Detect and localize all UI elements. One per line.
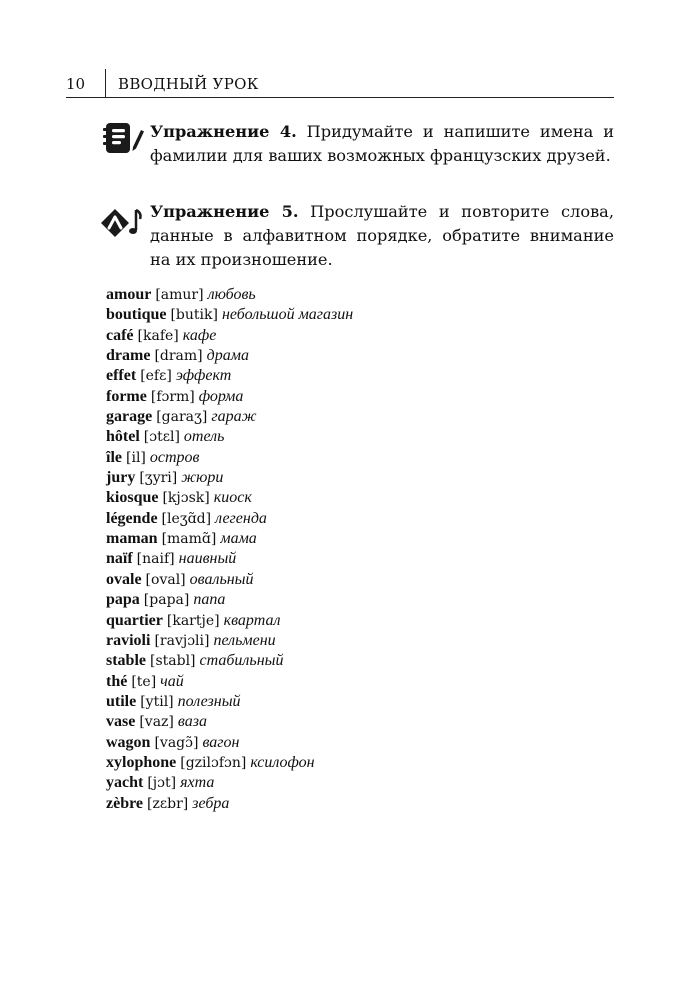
vocab-translation: любовь [207, 286, 256, 303]
vocab-item [106, 794, 626, 814]
page-number: 10 [66, 75, 86, 93]
vocab-item [106, 305, 626, 325]
vocab-translation: ваза [177, 713, 207, 731]
vocab-transcription: [efɛ] [140, 368, 172, 385]
vocabulary-list [106, 285, 626, 814]
vocab-item [106, 448, 626, 468]
vocab-item [106, 326, 626, 346]
vocab-item [106, 773, 626, 793]
vocab-transcription: [kartje] [166, 612, 220, 629]
vocab-item [106, 346, 626, 366]
vocab-transcription: [dram] [154, 348, 203, 365]
vocab-word: café [106, 326, 134, 344]
vocab-item [106, 712, 626, 732]
vocab-transcription: [naif] [136, 551, 175, 568]
vocab-transcription: [kjɔsk] [162, 490, 210, 507]
vocab-word: thé [106, 672, 128, 690]
vocab-word: boutique [106, 306, 167, 324]
vocab-word: naïf [106, 550, 133, 568]
vocab-word: utile [106, 692, 137, 710]
vocab-transcription: [fɔrm] [150, 388, 195, 405]
vocab-item [106, 631, 626, 651]
vocab-translation: гараж [211, 408, 257, 426]
vocab-transcription: [zɛbr] [147, 795, 189, 812]
vocab-transcription: [gzilɔfɔn] [180, 754, 247, 771]
vocab-translation: стабильный [199, 652, 284, 670]
vocab-translation: наивный [178, 550, 237, 568]
vocab-transcription: [jɔt] [147, 775, 177, 792]
vocab-item [106, 427, 626, 447]
vocab-translation: мама [220, 530, 257, 548]
exercise-5 [100, 200, 614, 272]
vocab-translation: яхта [180, 774, 215, 792]
vocab-translation: отель [183, 428, 225, 446]
vocab-item [106, 590, 626, 610]
vocab-translation: форма [198, 387, 244, 405]
exercise-5-label: Упражнение 5. [150, 202, 299, 221]
running-head: ВВОДНЫЙ УРОК [118, 75, 259, 93]
vocab-transcription: [leʒɑ̃d] [161, 510, 212, 527]
vocab-word: légende [106, 509, 158, 527]
vocab-word: vase [106, 713, 136, 731]
vocab-transcription: [ravjɔli] [154, 632, 210, 649]
vocab-translation: вагон [202, 733, 240, 751]
vocab-transcription: [garaʒ] [156, 409, 208, 426]
vocab-item [106, 733, 626, 753]
vocab-word: zèbre [106, 794, 144, 812]
vocab-word: quartier [106, 611, 163, 629]
vocab-translation: киоск [213, 489, 252, 507]
header-divider [105, 69, 106, 97]
vocab-translation: остров [149, 448, 200, 466]
vocab-word: hôtel [106, 428, 140, 446]
vocab-word: drame [106, 347, 151, 365]
vocab-item [106, 488, 626, 508]
vocab-word: wagon [106, 733, 151, 751]
vocab-translation: небольшой магазин [221, 306, 354, 324]
vocab-item [106, 570, 626, 590]
vocab-item [106, 509, 626, 529]
vocab-translation: драма [206, 347, 249, 365]
exercise-4-label: Упражнение 4. [150, 122, 297, 141]
vocab-word: stable [106, 652, 146, 670]
exercise-4-text: Придумайте и напишите имена и фамилии для ваших возможных французских друзей. [150, 122, 615, 165]
vocab-translation: жюри [181, 469, 224, 487]
vocab-transcription: [vagɔ̃] [154, 734, 199, 751]
vocab-word: papa [106, 591, 140, 609]
listen-music-icon [100, 204, 144, 240]
vocab-word: amour [106, 286, 152, 303]
vocab-item [106, 529, 626, 549]
vocab-item [106, 672, 626, 692]
vocab-word: ovale [106, 570, 142, 588]
vocab-item [106, 651, 626, 671]
vocab-item [106, 753, 626, 773]
header-rule [66, 97, 614, 98]
vocab-transcription: [amur] [155, 287, 204, 303]
exercise-5-text: Прослушайте и повторите слова, данные в алфавитном порядке, обратите внимание на их произношение. [150, 202, 614, 269]
vocab-translation: папа [193, 591, 226, 609]
vocab-transcription: [ɔtɛl] [143, 429, 180, 446]
vocab-transcription: [kafe] [137, 327, 179, 344]
vocab-transcription: [ytil] [140, 693, 174, 710]
vocab-transcription: [oval] [145, 571, 186, 588]
vocab-translation: овальный [189, 570, 254, 588]
notebook-pen-icon [100, 120, 144, 156]
vocab-word: xylophone [106, 753, 177, 771]
vocab-translation: полезный [177, 692, 241, 710]
vocab-item [106, 366, 626, 386]
vocab-transcription: [il] [126, 449, 146, 466]
vocab-translation: чай [160, 672, 184, 690]
vocab-transcription: [ʒyri] [139, 470, 178, 487]
vocab-transcription: [stabl] [150, 653, 196, 670]
vocab-word: kiosque [106, 489, 159, 507]
vocab-transcription: [papa] [143, 592, 190, 609]
vocab-item [106, 387, 626, 407]
vocab-word: garage [106, 408, 153, 426]
vocab-translation: квартал [223, 611, 281, 629]
vocab-word: jury [106, 469, 136, 487]
vocab-item [106, 407, 626, 427]
vocab-word: maman [106, 530, 158, 548]
vocab-translation: эффект [175, 367, 232, 385]
vocab-transcription: [te] [131, 673, 157, 690]
vocab-word: yacht [106, 774, 144, 792]
vocab-transcription: [mamɑ̃] [161, 531, 217, 548]
vocab-transcription: [butik] [170, 307, 218, 324]
page-header [0, 0, 682, 100]
vocab-item [106, 611, 626, 631]
vocab-word: forme [106, 387, 147, 405]
vocab-word: effet [106, 367, 137, 385]
vocab-item [106, 549, 626, 569]
vocab-item [106, 285, 626, 305]
vocab-transcription: [vaz] [139, 714, 174, 731]
vocab-item [106, 692, 626, 712]
vocab-translation: кафе [182, 326, 217, 344]
vocab-translation: легенда [215, 509, 267, 527]
vocab-translation: пельмени [213, 631, 276, 649]
vocab-translation: ксилофон [250, 753, 315, 771]
vocab-word: ravioli [106, 631, 151, 649]
vocab-item [106, 468, 626, 488]
exercise-4 [100, 120, 614, 168]
vocab-translation: зебра [192, 794, 230, 812]
vocab-word: île [106, 448, 122, 466]
